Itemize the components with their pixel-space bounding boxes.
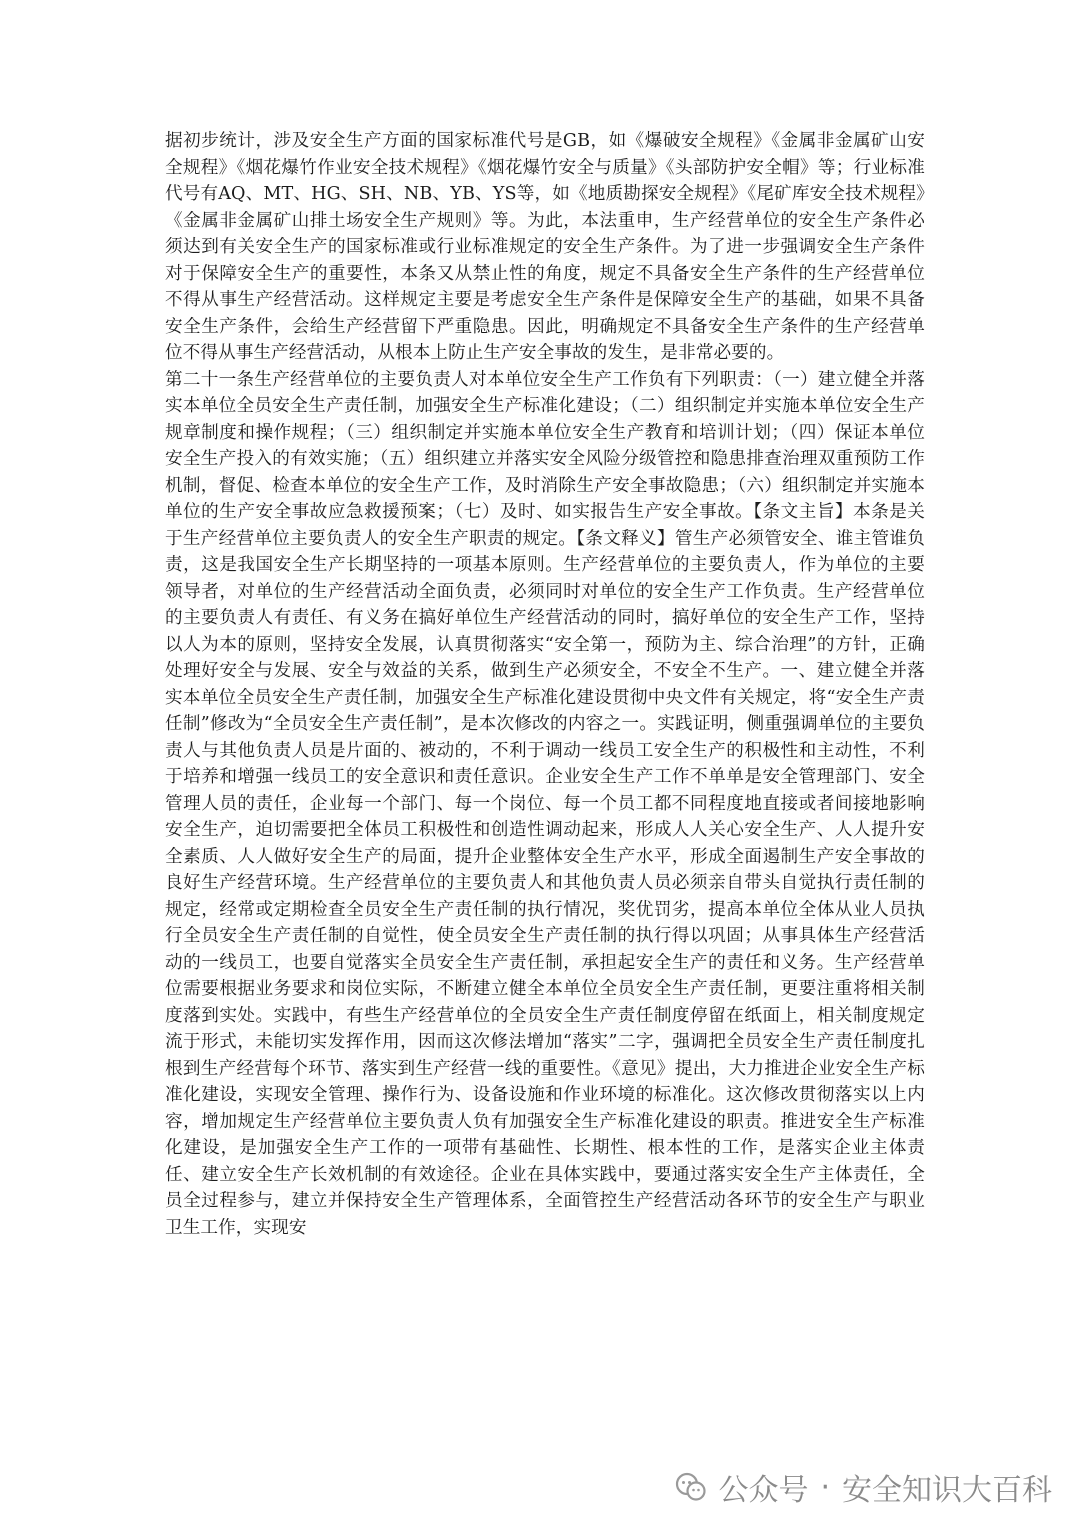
watermark-account: 安全知识大百科 xyxy=(842,1473,1052,1508)
watermark-separator: · xyxy=(820,1469,830,1505)
wechat-logo-icon xyxy=(674,1470,708,1504)
paragraph-2: 第二十一条生产经营单位的主要负责人对本单位安全生产工作负有下列职责：（一）建立健全并落实本单位全员安全生产责任制，加强安全生产标准化建设；（二）组织制定并实施本单位安全生产规章制度和操作规程；（三）组织制定并实施本单位安全生产教育和培训计划；（四）保证本单位安全生产投入的有效实施；（五）组织建立并落实安全风险分级管控和隐患排查治理双重预防工作机制，督促、检查本单位的安全生产工作，及时消除生产安全事故隐患；（六）组织制定并实施本单位的生产安全事故应急救援预案；（七）及时、如实报告生产安全事故。【条文主旨】本条是关于生产经营单位主要负责人的安全生产职责的规定。【条文释义】管生产必须管安全、谁主管谁负责，这是我国安全生产长期坚持的一项基本原则。生产经营单位的主要负责人，作为单位的主要领导者，对单位的生产经营活动全面负责，必须同时对单位的安全生产工作负责。生产经营单位的主要负责人有责任、有义务在搞好单位生产经营活动的同时，搞好单位的安全生产工作，坚持以人为本的原则，坚持安全发展，认真贯彻落实“安全第一，预防为主、综合治理”的方针，正确处理好安全与发展、安全与效益的关系，做到生产必须安全，不安全不生产。一、建立健全并落实本单位全员安全生产责任制，加强安全生产标准化建设贯彻中央文件有关规定，将“安全生产责任制”修改为“全员安全生产责任制”，是本次修改的内容之一。实践证明，侧重强调单位的主要负责人与其他负责人员是片面的、被动的，不利于调动一线员工安全生产的积极性和主动性，不利于培养和增强一线员工的安全意识和责任意识。企业安全生产工作不单单是安全管理部门、安全管理人员的责任，企业每一个部门、每一个岗位、每一个员工都不同程度地直接或者间接地影响安全生产，迫切需要把全体员工积极性和创造性调动起来，形成人人关心安全生产、人人提升安全素质、人人做好安全生产的局面，提升企业整体安全生产水平，形成全面遏制生产安全事故的良好生产经营环境。生产经营单位的主要负责人和其他负责人员必须亲自带头自觉执行责任制的规定，经常或定期检查全员安全生产责任制的执行情况，奖优罚劣，提高本单位全体从业人员执行全员安全生产责任制的自觉性，使全员安全生产责任制的执行得以巩固；从事具体生产经营活动的一线员工，也要自觉落实全员安全生产责任制，承担起安全生产的责任和义务。生产经营单位需要根据业务要求和岗位实际，不断建立健全本单位全员安全生产责任制，更要注重将相关制度落到实处。实践中，有些生产经营单位的全员安全生产责任制度停留在纸面上，相关制度规定流于形式，未能切实发挥作用，因而这次修法增加“落实”二字，强调把全员安全生产责任制度扎根到生产经营每个环节、落实到生产经营一线的重要性。《意见》提出，大力推进企业安全生产标准化建设，实现安全管理、操作行为、设备设施和作业环境的标准化。这次修改贯彻落实以上内容，增加规定生产经营单位主要负责人负有加强安全生产标准化建设的职责。推进安全生产标准化建设，是加强安全生产工作的一项带有基础性、长期性、根本性的工作，是落实企业主体责任、建立安全生产长效机制的有效途径。企业在具体实践中，要通过落实安全生产主体责任，全员全过程参与，建立并保持安全生产管理体系，全面管控生产经营活动各环节的安全生产与职业卫生工作，实现安 xyxy=(165,369,925,1238)
watermark xyxy=(674,1467,1052,1507)
paragraph-1: 据初步统计，涉及安全生产方面的国家标准代号是GB，如《爆破安全规程》《金属非金属矿山安全规程》《烟花爆竹作业安全技术规程》《烟花爆竹安全与质量》《头部防护安全帽》等；行业标准代号有AQ、MT、HG、SH、NB、YB、YS等，如《地质勘探安全规程》《尾矿库安全技术规程》《金属非金属矿山排土场安全生产规则》等。为此，本法重申，生产经营单位的安全生产条件必须达到有关安全生产的国家标准或行业标准规定的安全生产条件。为了进一步强调安全生产条件对于保障安全生产的重要性，本条又从禁止性的角度，规定不具备安全生产条件的生产经营单位不得从事生产经营活动。这样规定主要是考虑安全生产条件是保障安全生产的基础，如果不具备安全生产条件，会给生产经营留下严重隐患。因此，明确规定不具备安全生产条件的生产经营单位不得从事生产经营活动，从根本上防止生产安全事故的发生，是非常必要的。 xyxy=(165,131,925,363)
watermark-platform: 公众号 xyxy=(718,1473,809,1508)
document-body xyxy=(165,128,925,1241)
